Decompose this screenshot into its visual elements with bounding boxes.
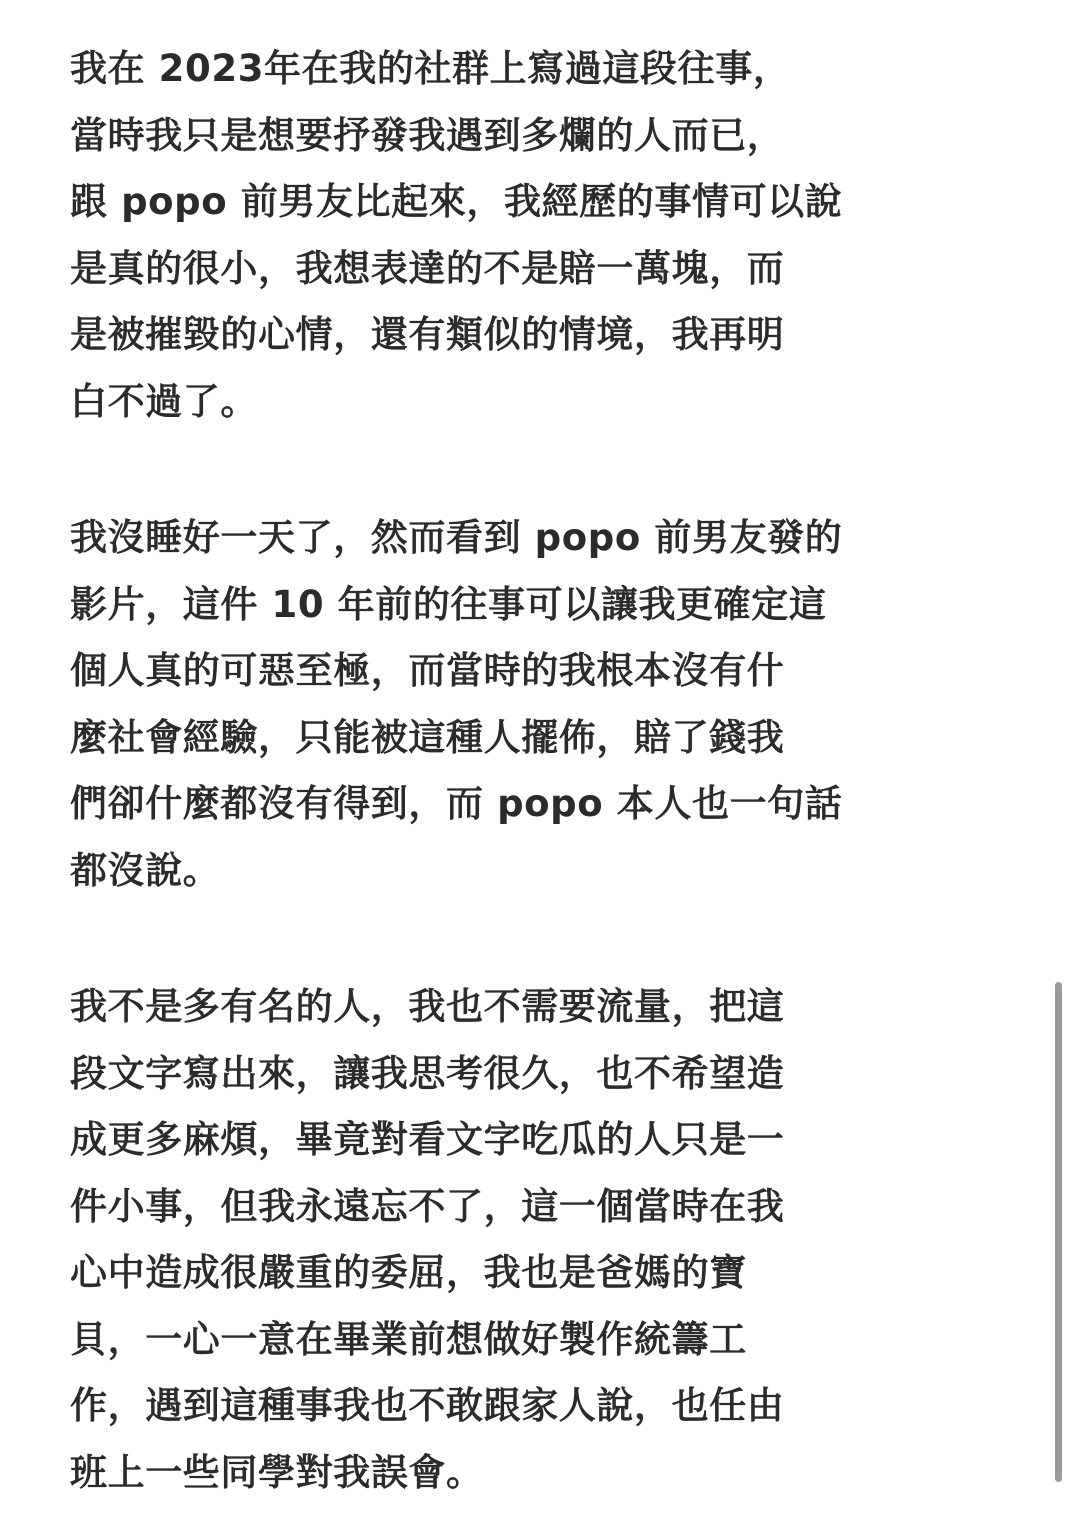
text-line: 們卻什麼都沒有得到，而 popo 本人也一句話 — [70, 782, 843, 825]
text-line: 我在 2023年在我的社群上寫過這段往事， — [70, 47, 791, 90]
text-line: 是真的很小，我想表達的不是賠一萬塊，而 — [70, 246, 785, 290]
text-line: 我不是多有名的人，我也不需要流量，把這 — [70, 985, 785, 1028]
text-line: 都沒說。 — [70, 848, 221, 892]
text-line: 成更多麻煩，畢竟對看文字吃瓜的人只是一 — [70, 1118, 785, 1161]
text-line: 我沒睡好一天了，然而看到 popo 前男友發的 — [70, 516, 843, 559]
text-line: 作，遇到這種事我也不敢跟家人說，也任由 — [70, 1384, 785, 1427]
post-body — [70, 36, 1005, 1529]
text-line: 是被摧毀的心情，還有類似的情境，我再明 — [70, 313, 785, 356]
text-line: 麼社會經驗，只能被這種人擺佈，賠了錢我 — [70, 715, 785, 759]
paragraph-1 — [70, 36, 1005, 435]
vertical-scrollbar[interactable] — [1055, 982, 1062, 1482]
text-line: 影片，這件 10 年前的往事可以讓我更確定這 — [70, 582, 827, 626]
text-line: 當時我只是想要抒發我遇到多爛的人而已， — [70, 113, 785, 157]
text-line: 段文字寫出來，讓我思考很久，也不希望造 — [70, 1051, 785, 1095]
text-line: 跟 popo 前男友比起來，我經歷的事情可以說 — [70, 180, 843, 223]
text-line: 班上一些同學對我誤會。 — [70, 1450, 484, 1494]
text-line: 個人真的可惡至極，而當時的我根本沒有什 — [70, 649, 785, 692]
paragraph-2 — [70, 505, 1005, 904]
paragraph-3 — [70, 974, 1005, 1506]
text-line: 貝，一心一意在畢業前想做好製作統籌工 — [70, 1317, 747, 1361]
text-line: 白不過了。 — [70, 379, 258, 423]
text-line: 心中造成很嚴重的委屈，我也是爸媽的寶 — [70, 1251, 747, 1294]
text-line: 件小事，但我永遠忘不了，這一個當時在我 — [70, 1184, 785, 1228]
